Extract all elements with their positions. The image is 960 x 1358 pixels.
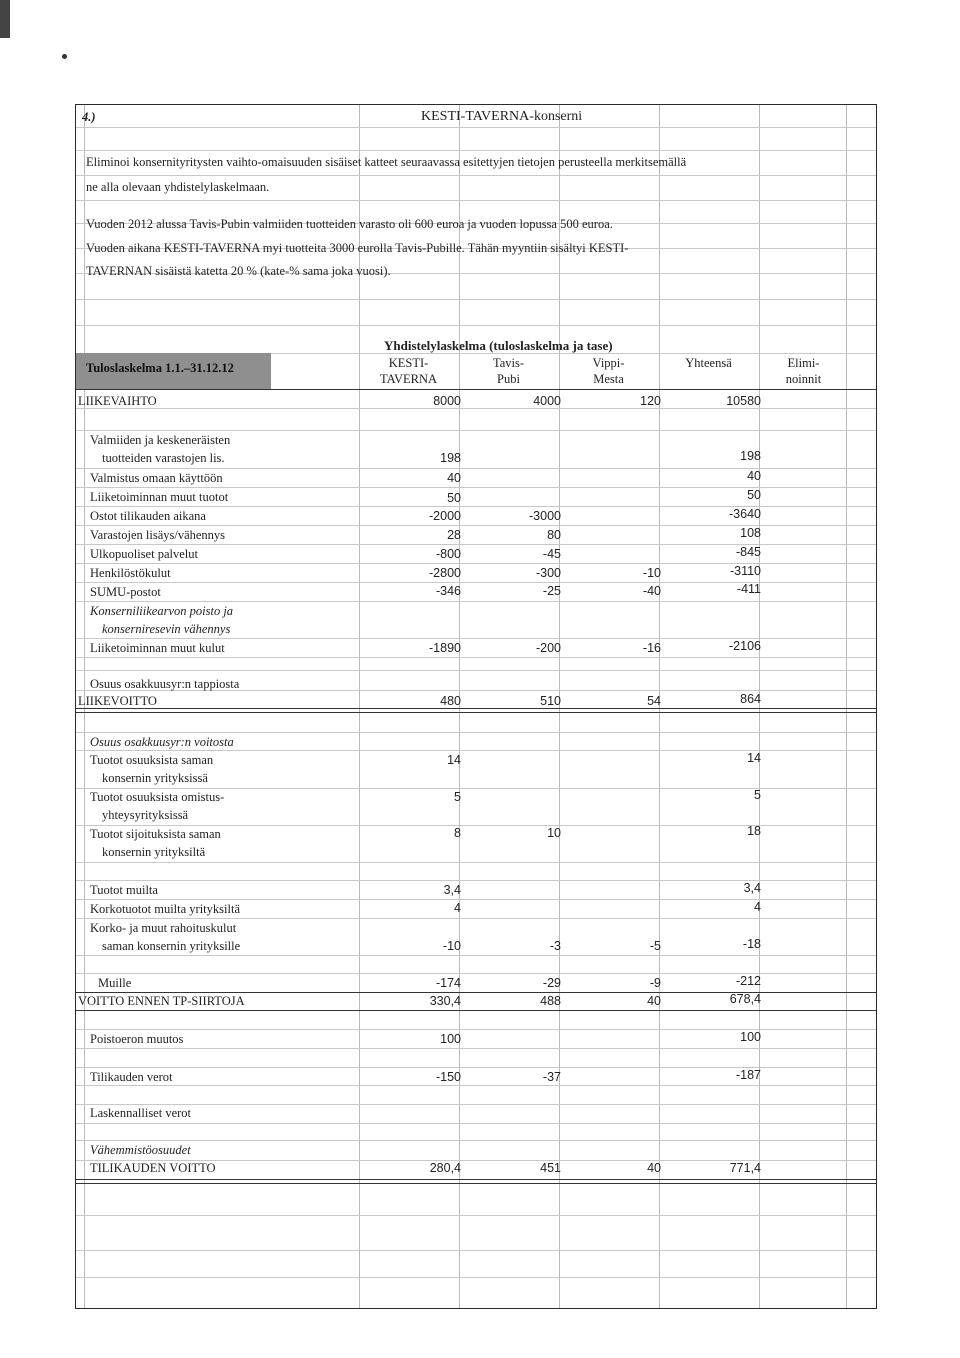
cell-total: -187 <box>735 1068 761 1082</box>
grid-line <box>76 200 876 201</box>
cell-vippi: 40 <box>647 1161 661 1175</box>
grid-line <box>76 732 876 733</box>
grid-line <box>76 1215 876 1216</box>
cell-tavis: 4000 <box>533 394 561 408</box>
grid-line <box>76 1123 876 1124</box>
grid-line <box>76 150 876 151</box>
row-label: Vähemmistöosuudet <box>90 1143 191 1157</box>
row-label: Muille <box>98 976 132 990</box>
cell-kesti: 100 <box>440 1032 461 1046</box>
row-label: Varastojen lisäys/vähennys <box>90 528 226 542</box>
col-header-tavis <box>461 355 556 387</box>
row-label: Laskennalliset verot <box>90 1106 192 1120</box>
cell-kesti: 3,4 <box>443 883 461 897</box>
grid-line <box>359 105 360 1308</box>
speck <box>62 54 67 59</box>
intro-line-3: Vuoden 2012 alussa Tavis-Pubin valmiiden tuotteiden varasto oli 600 euroa ja vuoden lopussa 500 euroa. <box>86 217 613 231</box>
col-header-line: Mesta <box>593 372 624 386</box>
col-header-line: TAVERNA <box>379 372 438 386</box>
row-label: Liiketoiminnan muut kulut <box>90 641 225 655</box>
cell-vippi: -5 <box>649 939 661 953</box>
intro-line-1: Eliminoi konsernityritysten vaihto-omaisuuden sisäiset katteet seuraavassa esitettyjen tietojen perusteella merkitsemällä <box>86 155 687 169</box>
cell-total: 10580 <box>726 394 761 408</box>
row-label-cont: saman konsernin yrityksille <box>102 939 241 953</box>
cell-kesti: -174 <box>435 976 461 990</box>
cell-total: -845 <box>735 545 761 559</box>
cell-vippi: -10 <box>642 566 661 580</box>
row-label: Tuotot muilta <box>90 883 158 897</box>
section-number: 4.) <box>82 110 96 124</box>
col-header-line: KESTI- <box>388 356 429 370</box>
row-label: Konserniliikearvon poisto ja <box>90 604 234 618</box>
cell-total: 771,4 <box>729 1161 761 1175</box>
grid-line <box>76 918 876 919</box>
row-label: Korko- ja muut rahoituskulut <box>90 921 237 935</box>
cell-total: 5 <box>754 788 761 802</box>
cell-total: 40 <box>747 469 761 483</box>
section-title: KESTI-TAVERNA-konserni <box>421 109 583 124</box>
col-header-line: noinnit <box>785 372 822 386</box>
grid-line <box>76 670 876 671</box>
total-rule <box>76 1010 876 1011</box>
cell-tavis: -3000 <box>529 509 561 523</box>
page-edge-mark <box>0 0 10 38</box>
cell-tavis: 451 <box>540 1161 561 1175</box>
cell-vippi: -16 <box>642 641 661 655</box>
cell-total: -3110 <box>729 564 761 578</box>
period-label: Tuloslaskelma 1.1.–31.12.12 <box>86 361 234 375</box>
row-label-cont: konsernin yrityksiltä <box>102 845 206 859</box>
col-header-line: Elimi- <box>787 356 820 370</box>
grid-line <box>846 105 847 1308</box>
row-label: Tuotot sijoituksista saman <box>90 827 221 841</box>
cell-total: -411 <box>736 582 761 596</box>
cell-total: 4 <box>754 900 761 914</box>
cell-total: 3,4 <box>743 881 761 895</box>
grid-line <box>76 1250 876 1251</box>
col-header-line: Vippi- <box>592 356 625 370</box>
grid-line <box>76 1104 876 1105</box>
row-label: Ulkopuoliset palvelut <box>90 547 198 561</box>
header-rule <box>76 389 876 390</box>
row-label-cont: tuotteiden varastojen lis. <box>102 451 225 465</box>
col-header-line: Pubi <box>497 372 520 386</box>
exercise-sheet <box>75 104 877 1309</box>
cell-kesti: 480 <box>440 694 461 708</box>
cell-tavis: -37 <box>542 1070 561 1084</box>
cell-kesti: 4 <box>454 901 461 915</box>
cell-total: 18 <box>747 824 761 838</box>
grid-line <box>76 430 876 431</box>
cell-kesti: 40 <box>447 471 461 485</box>
grid-line <box>76 955 876 956</box>
cell-total: -3640 <box>729 507 761 521</box>
row-label: Osuus osakkuusyr:n tappiosta <box>90 677 240 691</box>
grid-line <box>76 601 876 602</box>
row-label: SUMU-postot <box>90 585 161 599</box>
cell-total: -212 <box>735 974 761 988</box>
cell-total: -2106 <box>729 639 761 653</box>
cell-kesti: 280,4 <box>429 1161 461 1175</box>
col-header-eliminoinnit <box>761 355 846 387</box>
grid-line <box>76 1277 876 1278</box>
cell-vippi: 40 <box>647 994 661 1008</box>
cell-vippi: -9 <box>649 976 661 990</box>
cell-tavis: 488 <box>540 994 561 1008</box>
grid-line <box>76 299 876 300</box>
cell-kesti: 28 <box>447 528 461 542</box>
row-label: LIIKEVAIHTO <box>78 394 157 408</box>
cell-vippi: 120 <box>640 394 661 408</box>
cell-kesti: -2800 <box>429 566 461 580</box>
row-label: VOITTO ENNEN TP-SIIRTOJA <box>78 994 245 1008</box>
cell-tavis: 510 <box>540 694 561 708</box>
cell-tavis: -300 <box>535 566 561 580</box>
row-label-cont: konsernin yrityksissä <box>102 771 208 785</box>
table-main-title: Yhdistelylaskelma (tuloslaskelma ja tase) <box>384 338 613 353</box>
total-rule <box>76 1179 876 1180</box>
row-label: TILIKAUDEN VOITTO <box>90 1161 216 1175</box>
total-rule <box>76 1183 876 1184</box>
grid-line <box>76 127 876 128</box>
intro-line-2: ne alla olevaan yhdistelylaskelmaan. <box>86 180 270 194</box>
total-rule <box>76 712 876 713</box>
intro-line-5: TAVERNAN sisäistä katetta 20 % (kate-% sama joka vuosi). <box>86 264 391 278</box>
cell-tavis: 10 <box>547 826 561 840</box>
cell-kesti: -1890 <box>429 641 461 655</box>
row-label-cont: konserniresevin vähennys <box>102 622 231 636</box>
grid-line <box>76 325 876 326</box>
cell-kesti: 8 <box>454 826 461 840</box>
cell-vippi: -40 <box>642 584 661 598</box>
cell-kesti: 8000 <box>433 394 461 408</box>
intro-line-4: Vuoden aikana KESTI-TAVERNA myi tuotteita 3000 eurolla Tavis-Pubille. Tähän myyntiin sisältyi KESTI- <box>86 241 629 255</box>
col-header-yhteensa <box>661 355 756 371</box>
cell-total: 50 <box>747 488 761 502</box>
cell-kesti: -800 <box>435 547 461 561</box>
cell-total: 864 <box>740 692 761 706</box>
row-label: Valmiiden ja keskeneräisten <box>90 433 231 447</box>
cell-kesti: 330,4 <box>429 994 461 1008</box>
period-label-box <box>76 353 271 389</box>
cell-total: 100 <box>740 1030 761 1044</box>
cell-tavis: -200 <box>535 641 561 655</box>
cell-kesti: -346 <box>435 584 461 598</box>
cell-kesti: -150 <box>435 1070 461 1084</box>
col-header-line: Tavis- <box>492 356 525 370</box>
row-label-cont: yhteysyrityksissä <box>102 808 189 822</box>
cell-total: -18 <box>742 937 761 951</box>
cell-kesti: 5 <box>454 790 461 804</box>
row-label: Korkotuotot muilta yrityksiltä <box>90 902 240 916</box>
cell-tavis: 80 <box>547 528 561 542</box>
cell-tavis: -3 <box>549 939 561 953</box>
cell-total: 14 <box>747 751 761 765</box>
cell-tavis: -45 <box>542 547 561 561</box>
row-label: Henkilöstökulut <box>90 566 171 580</box>
col-header-vippi <box>561 355 656 387</box>
row-label: Tilikauden verot <box>90 1070 173 1084</box>
cell-total: 198 <box>740 449 761 463</box>
cell-kesti: 14 <box>447 753 461 767</box>
col-header-kesti <box>361 355 456 387</box>
row-label: Ostot tilikauden aikana <box>90 509 206 523</box>
grid-line <box>76 1085 876 1086</box>
cell-kesti: 198 <box>440 451 461 465</box>
cell-tavis: -25 <box>542 584 561 598</box>
cell-kesti: -10 <box>442 939 461 953</box>
row-label: Poistoeron muutos <box>90 1032 184 1046</box>
grid-line <box>76 657 876 658</box>
cell-kesti: -2000 <box>429 509 461 523</box>
cell-tavis: -29 <box>542 976 561 990</box>
grid-line <box>76 1140 876 1141</box>
grid-line <box>76 175 876 176</box>
cell-kesti: 50 <box>447 491 461 505</box>
cell-total: 108 <box>740 526 761 540</box>
total-rule <box>76 708 876 709</box>
grid-line <box>76 1048 876 1049</box>
row-label: Liiketoiminnan muut tuotot <box>90 490 229 504</box>
row-label: LIIKEVOITTO <box>78 694 157 708</box>
row-label: Osuus osakkuusyr:n voitosta <box>90 735 234 749</box>
cell-total: 678,4 <box>729 992 761 1006</box>
row-label: Valmistus omaan käyttöön <box>90 471 223 485</box>
col-header-line: Yhteensä <box>685 356 732 370</box>
cell-vippi: 54 <box>647 694 661 708</box>
row-label: Tuotot osuuksista saman <box>90 753 214 767</box>
grid-line <box>76 862 876 863</box>
row-label: Tuotot osuuksista omistus- <box>90 790 225 804</box>
